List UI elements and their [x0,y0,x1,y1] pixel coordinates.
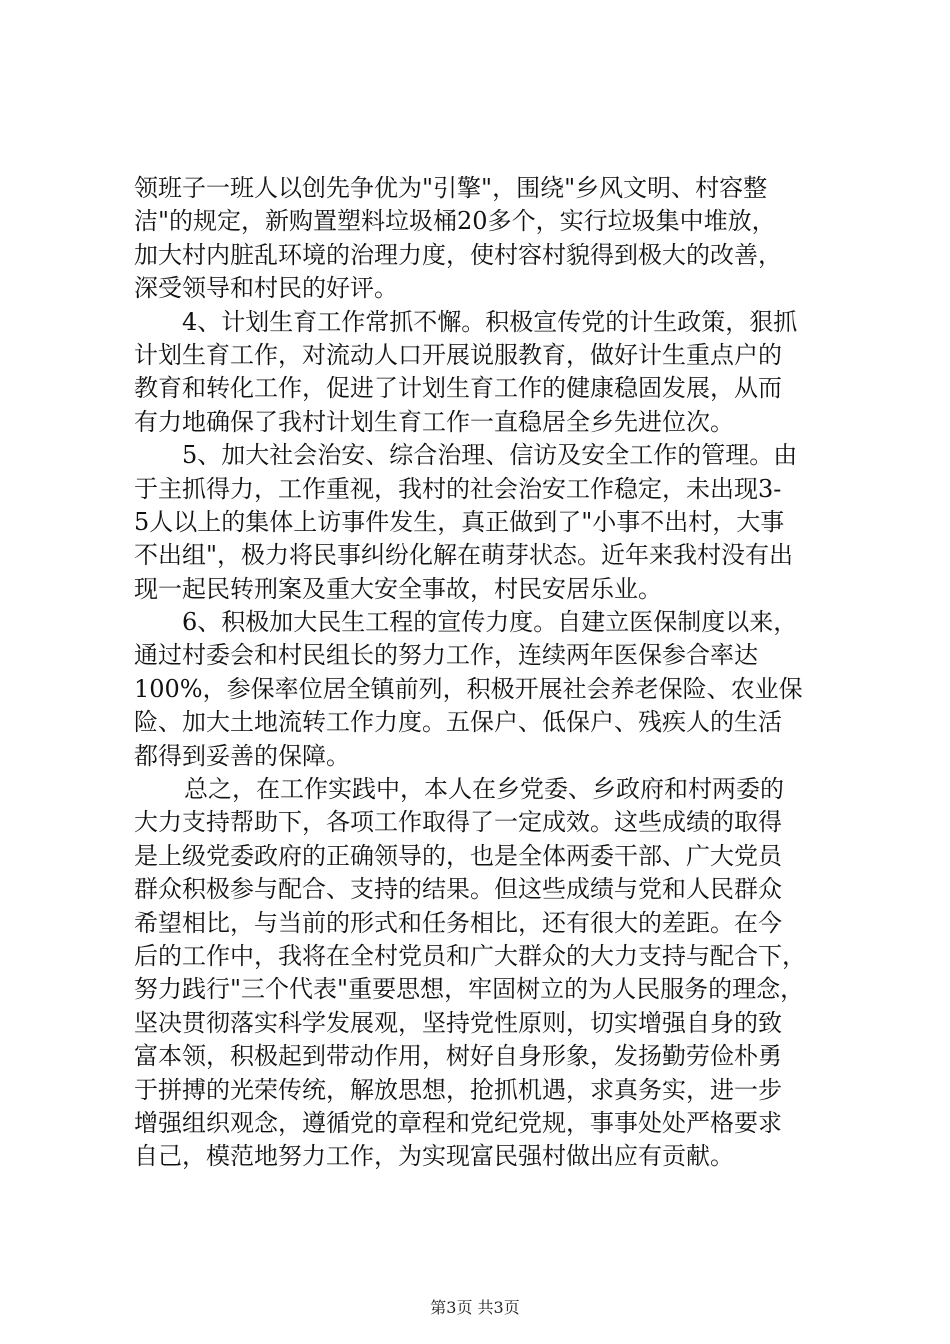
text-line: 6、积极加大民生工程的宣传力度。自建立医保制度以来， [182,608,798,637]
text-line: 都得到妥善的保障。 [134,741,350,770]
text-line: 4、计划生育工作常抓不懈。积极宣传党的计生政策，狠抓 [182,307,798,336]
text-line: 深受领导和村民的好评。 [134,274,398,303]
body-text [134,172,824,1174]
text-line: 大力支持帮助下，各项工作取得了一定成效。这些成绩的取得 [134,808,782,837]
text-line: 洁"的规定，新购置塑料垃圾桶20多个，实行垃圾集中堆放， [134,207,776,236]
text-line: 群众积极参与配合、支持的结果。但这些成绩与党和人民群众 [134,875,782,904]
text-line: 坚决贯彻落实科学发展观，坚持党性原则，切实增强自身的致 [134,1008,782,1037]
page-footer: 第3页 共3页 [430,1298,520,1317]
text-line: 5人以上的集体上访事件发生，真正做到了"小事不出村，大事 [134,507,785,536]
text-line: 总之，在工作实践中，本人在乡党委、乡政府和村两委的 [184,775,784,804]
text-line: 自己，模范地努力工作，为实现富民强村做出应有贡献。 [134,1142,734,1171]
text-line: 希望相比，与当前的形式和任务相比，还有很大的差距。在今 [134,908,782,937]
text-line: 加大村内脏乱环境的治理力度，使村容村貌得到极大的改善， [134,240,782,269]
text-line: 领班子一班人以创先争优为"引擎"，围绕"乡风文明、村容整 [134,174,768,202]
text-line: 有力地确保了我村计划生育工作一直稳居全乡先进位次。 [134,407,734,436]
text-line: 计划生育工作，对流动人口开展说服教育，做好计生重点户的 [134,340,782,369]
text-line: 努力践行"三个代表"重要思想，牢固树立的为人民服务的理念， [134,975,805,1004]
text-line: 5、加大社会治安、综合治理、信访及安全工作的管理。由 [182,441,798,470]
text-line: 于拼搏的光荣传统，解放思想，抢抓机遇，求真务实，进一步 [134,1075,782,1104]
text-line: 险、加大土地流转工作力度。五保户、低保户、残疾人的生活 [134,708,782,737]
text-line: 后的工作中，我将在全村党员和广大群众的大力支持与配合下， [134,941,806,970]
text-line: 100%，参保率位居全镇前列，积极开展社会养老保险、农业保 [134,674,803,703]
text-line: 现一起民转刑案及重大安全事故，村民安居乐业。 [134,574,662,603]
text-line: 教育和转化工作，促进了计划生育工作的健康稳固发展，从而 [134,374,782,403]
text-line: 是上级党委政府的正确领导的，也是全体两委干部、广大党员 [134,841,782,870]
text-line: 富本领，积极起到带动作用，树好自身形象，发扬勤劳俭朴勇 [134,1042,782,1071]
text-line: 不出组"，极力将民事纠纷化解在萌芽状态。近年来我村没有出 [134,541,794,570]
text-line: 通过村委会和村民组长的努力工作，连续两年医保参合率达 [134,641,758,670]
text-line: 于主抓得力，工作重视，我村的社会治安工作稳定，未出现3- [134,474,782,503]
text-line: 增强组织观念，遵循党的章程和党纪党规，事事处处严格要求 [134,1108,782,1137]
